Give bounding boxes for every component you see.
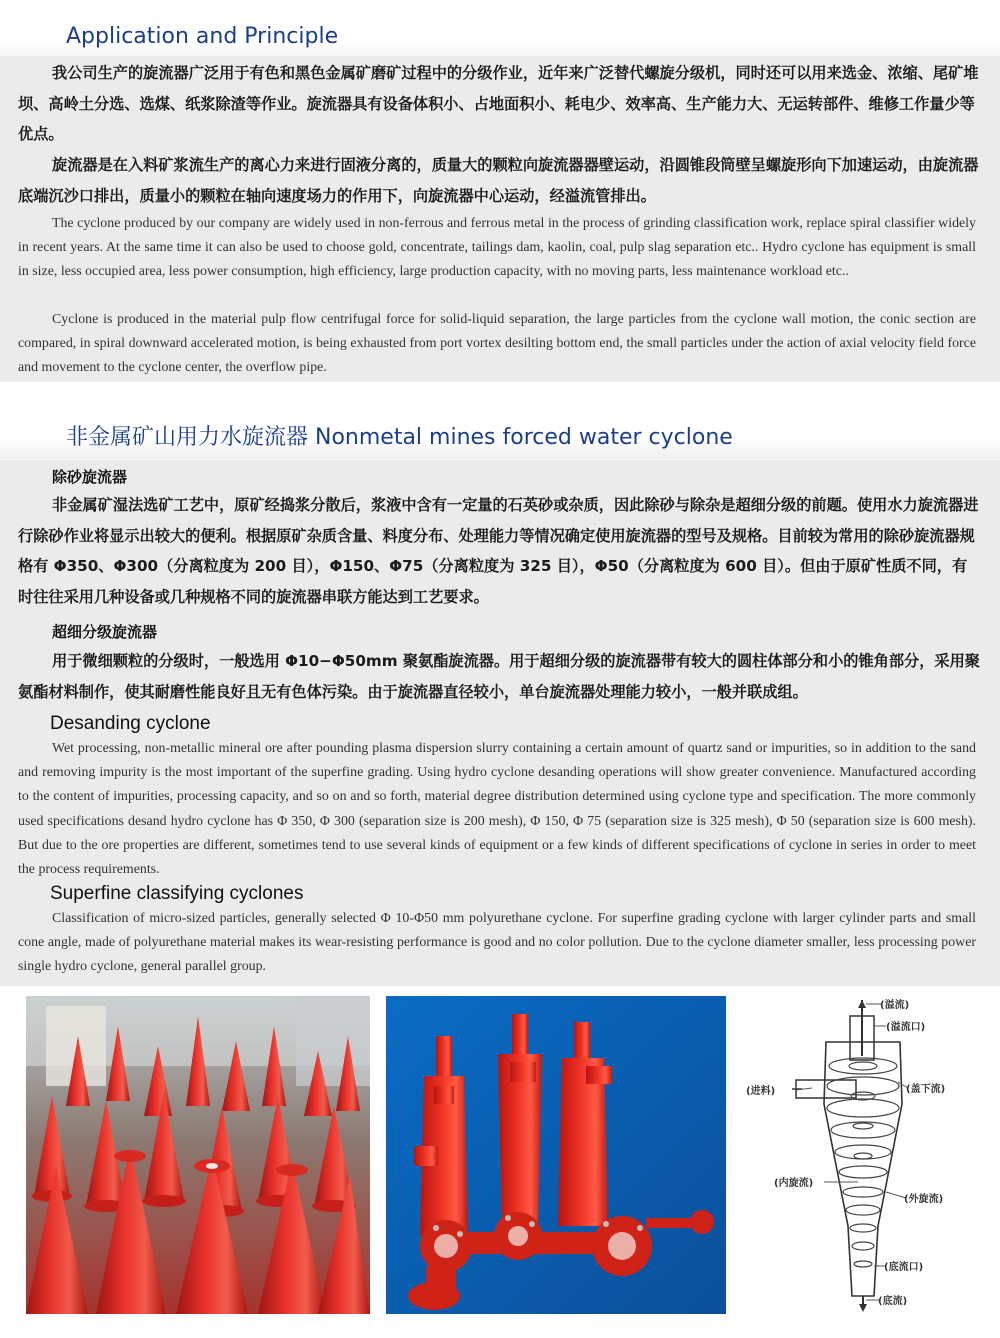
en-paragraph-application: The cyclone produced by our company are widely used in non-ferrous and ferrous metal in the process of grinding classification work, replace spiral classifier widely in recent years. At the same time it can also be used to choose gold, concentrate, tailings dam, kaolin, coal, pulp slag separation etc.. Hydro cyclone has equipment is small in size, less occupied area, less power consumption, high efficiency, large production capacity, with no moving parts, less maintenance workload etc.. xyxy=(18,216,976,280)
cyclone-flow-diagram xyxy=(740,996,1000,1314)
en-paragraph-desanding: Wet processing, non-metallic mineral ore after pounding plasma dispersion slurry containing a certain amount of quartz sand or impurities, so in addition to the sand and removing impurity is the most important of the superfine grading. Using hydro cyclone desanding operations will show greater convenience. Manufactured according to the content of impurities, processing capacity, and so on and so forth, material degree distribution determined using cyclone type and specification. The more commonly used specifications desand hydro cyclone has Φ 350, Φ 300 (separation size is 200 mesh), Φ 150, Φ 75 (separation size is 325 mesh), Φ 50 (separation size is 600 mesh). But due to the ore properties are different, sometimes tend to use several kinds of equipment or a few kinds of different specifications of cyclone in series in order to meet the process requirements. xyxy=(18,741,976,878)
zh-heading-desanding: 除砂旋流器 xyxy=(52,468,128,486)
zh-paragraph-principle: 旋流器是在入料矿浆流生产的离心力来进行固液分离的，质量大的颗粒向旋流器器壁运动，沿圆锥段筒壁呈螺旋形向下加速运动，由旋流器底端沉沙口排出，质量小的颗粒在轴向速度场力的作用下，向旋流器中心运动，经溢流管排出。 xyxy=(18,156,979,205)
label-cover-downflow: (盖下流) xyxy=(906,1084,946,1095)
en-paragraph-principle: Cyclone is produced in the material pulp flow centrifugal force for solid-liquid separation, the large particles from the cyclone wall motion, the conic section are compared, in spiral downward accelerated motion, is being exhausted from port vortex desilting bottom end, the small particles under the action of axial velocity field force and movement to the cyclone center, the overflow pipe. xyxy=(18,312,976,376)
zh-paragraph-application: 我公司生产的旋流器广泛用于有色和黑色金属矿磨矿过程中的分级作业，近年来广泛替代螺旋分级机，同时还可以用来选金、浓缩、尾矿堆坝、高岭土分选、选煤、纸浆除渣等作业。旋流器具有设备体积小、占地面积小、耗电少、效率高、生产能力大、无运转部件、维修工作量少等优点。 xyxy=(18,64,979,143)
cyclone-diagram-svg xyxy=(740,996,1000,1314)
label-feed: (进料) xyxy=(746,1086,776,1097)
label-overflow-port: (溢流口) xyxy=(886,1022,926,1033)
en-paragraph-superfine: Classification of micro-sized particles, generally selected Φ 10-Φ50 mm polyurethane cyclone. For superfine grading cyclone with larger cylinder parts and small cone angle, made of polyurethane material makes its wear-resisting performance is good and no color pollution. Due to the cyclone diameter smaller, less processing power single hydro cyclone, general parallel group. xyxy=(18,911,976,975)
zh-heading-superfine: 超细分级旋流器 xyxy=(52,623,158,641)
label-overflow: (溢流) xyxy=(880,1000,910,1011)
label-underflow: (底流) xyxy=(878,1296,908,1307)
label-inner-vortex: (内旋流) xyxy=(774,1178,814,1189)
zh-paragraph-superfine: 用于微细颗粒的分级时，一般选用 Φ10−Φ50mm 聚氨酯旋流器。用于超细分级的旋流器带有较大的圆柱体部分和小的锥角部分，采用聚氨酯材料制作，使其耐磨性能良好且无有色体污染。由于旋流器直径较小，单台旋流器处理能力较小，一般并联成组。 xyxy=(18,652,980,701)
label-underflow-port: (底流口) xyxy=(884,1262,924,1273)
label-outer-vortex: (外旋流) xyxy=(904,1194,944,1205)
section-title-application: Application and Principle xyxy=(66,24,339,49)
zh-paragraph-desanding: 非金属矿湿法选矿工艺中，原矿经捣浆分散后，浆液中含有一定量的石英砂或杂质，因此除砂与除杂是超细分级的前题。使用水力旋流器进行除砂作业将显示出较大的便利。根据原矿杂质含量、料度分布、处理能力等情况确定使用旋流器的型号及规格。目前较为常用的除砂旋流器规格有 Φ350、Φ300（分离粒度为 200 目），Φ150、Φ75（分离粒度为 325 目），Φ50（分离粒度为 600 目）。但由于原矿性质不同，有时往往采用几种设备或几种规格不同的旋流器串联方能达到工艺要求。 xyxy=(18,496,979,606)
en-heading-desanding: Desanding cyclone xyxy=(50,713,211,734)
photo-hydrocyclone-group xyxy=(386,996,726,1314)
en-heading-superfine: Superfine classifying cyclones xyxy=(50,883,304,904)
section-title-nonmetal: 非金属矿山用力水旋流器 Nonmetal mines forced water cyclone xyxy=(66,425,733,450)
photo-cyclone-cones xyxy=(26,996,370,1314)
